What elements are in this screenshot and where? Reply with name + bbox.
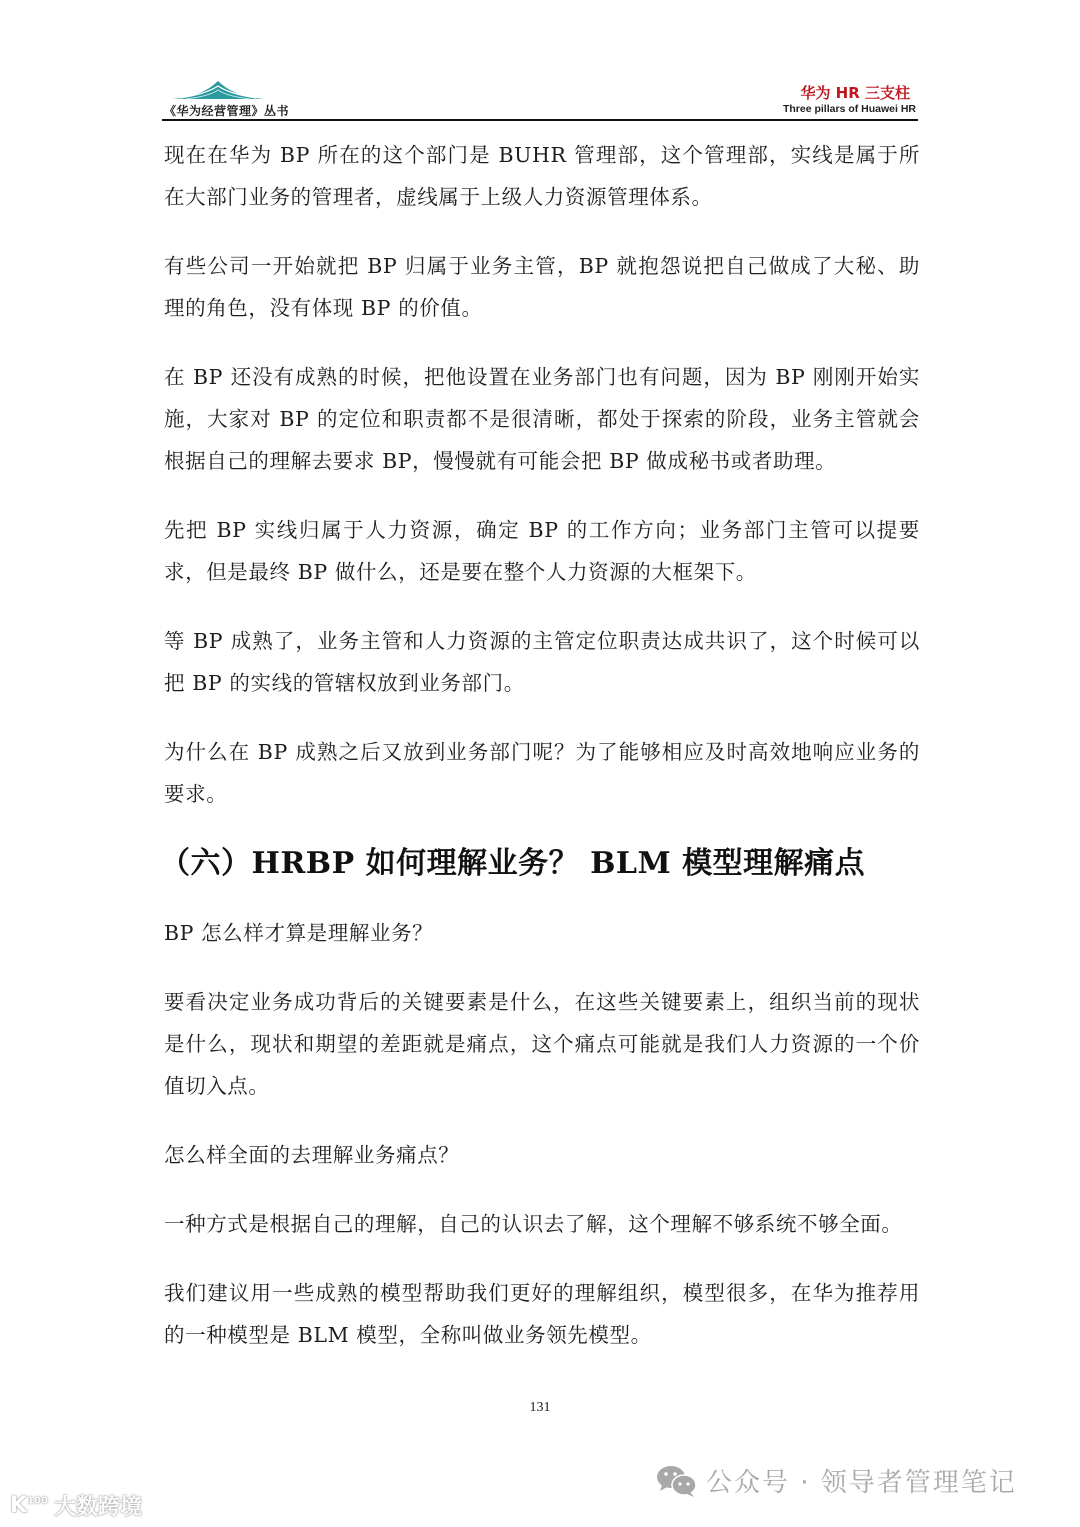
paragraph: 等 BP 成熟了，业务主管和人力资源的主管定位职责达成共识了，这个时候可以把 BP 的实线的管辖权放到业务部门。 — [164, 629, 920, 695]
paragraph: 现在在华为 BP 所在的这个部门是 BUHR 管理部，这个管理部，实线是属于所在大部门业务的管理者，虚线属于上级人力资源管理体系。 — [164, 143, 920, 209]
watermark-right — [656, 1462, 1017, 1499]
page-number: 131 — [529, 1400, 551, 1415]
paragraph: 为什么在 BP 成熟之后又放到业务部门呢？为了能够相应及时高效地响应业务的要求。 — [164, 740, 920, 806]
paragraph: 一种方式是根据自己的理解，自己的认识去了解，这个理解不够系统不够全面。 — [164, 1212, 903, 1236]
brand-title-en: Three pillars of Huawei HR — [782, 103, 916, 115]
k100-logo-icon: $K^{100}$ — [10, 1493, 48, 1518]
brand-title-cn: 华为 HR 三支柱 — [800, 84, 910, 102]
page-content — [160, 134, 920, 1383]
watermark-right-text: 公众号 · 领导者管理笔记 — [706, 1468, 1017, 1498]
page-header — [162, 72, 918, 120]
section-heading: （六）HRBP 如何理解业务？ BLM 模型理解痛点 — [160, 846, 866, 881]
paragraph: BP 怎么样才算是理解业务？ — [164, 921, 434, 945]
series-title: 《华为经营管理》丛书 — [164, 104, 290, 118]
wechat-icon — [656, 1464, 698, 1498]
paragraph: 在 BP 还没有成熟的时候，把他设置在业务部门也有问题，因为 BP 刚刚开始实施，大家对 BP 的定位和职责都不是很清晰，都处于探索的阶段，业务主管就会根据自己的理解去要求 BP，慢慢就有可能会把 BP 做成秘书或者助理。 — [164, 365, 920, 473]
paragraph: 怎么样全面的去理解业务痛点？ — [164, 1143, 460, 1167]
watermark-left — [10, 1490, 142, 1521]
paragraph: 有些公司一开始就把 BP 归属于业务主管，BP 就抱怨说把自己做成了大秘、助理的角色，没有体现 BP 的价值。 — [164, 254, 920, 320]
mountain-logo-icon — [172, 78, 264, 100]
watermark-left-text: 大数跨境 — [53, 1495, 142, 1520]
paragraph: 我们建议用一些成熟的模型帮助我们更好的理解组织，模型很多，在华为推荐用的一种模型是 BLM 模型，全称叫做业务领先模型。 — [164, 1281, 920, 1347]
header-divider — [162, 119, 918, 121]
paragraph: 要看决定业务成功背后的关键要素是什么，在这些关键要素上，组织当前的现状是什么，现状和期望的差距就是痛点，这个痛点可能就是我们人力资源的一个价值切入点。 — [164, 990, 920, 1098]
paragraph: 先把 BP 实线归属于人力资源，确定 BP 的工作方向；业务部门主管可以提要求，但是最终 BP 做什么，还是要在整个人力资源的大框架下。 — [164, 518, 920, 584]
